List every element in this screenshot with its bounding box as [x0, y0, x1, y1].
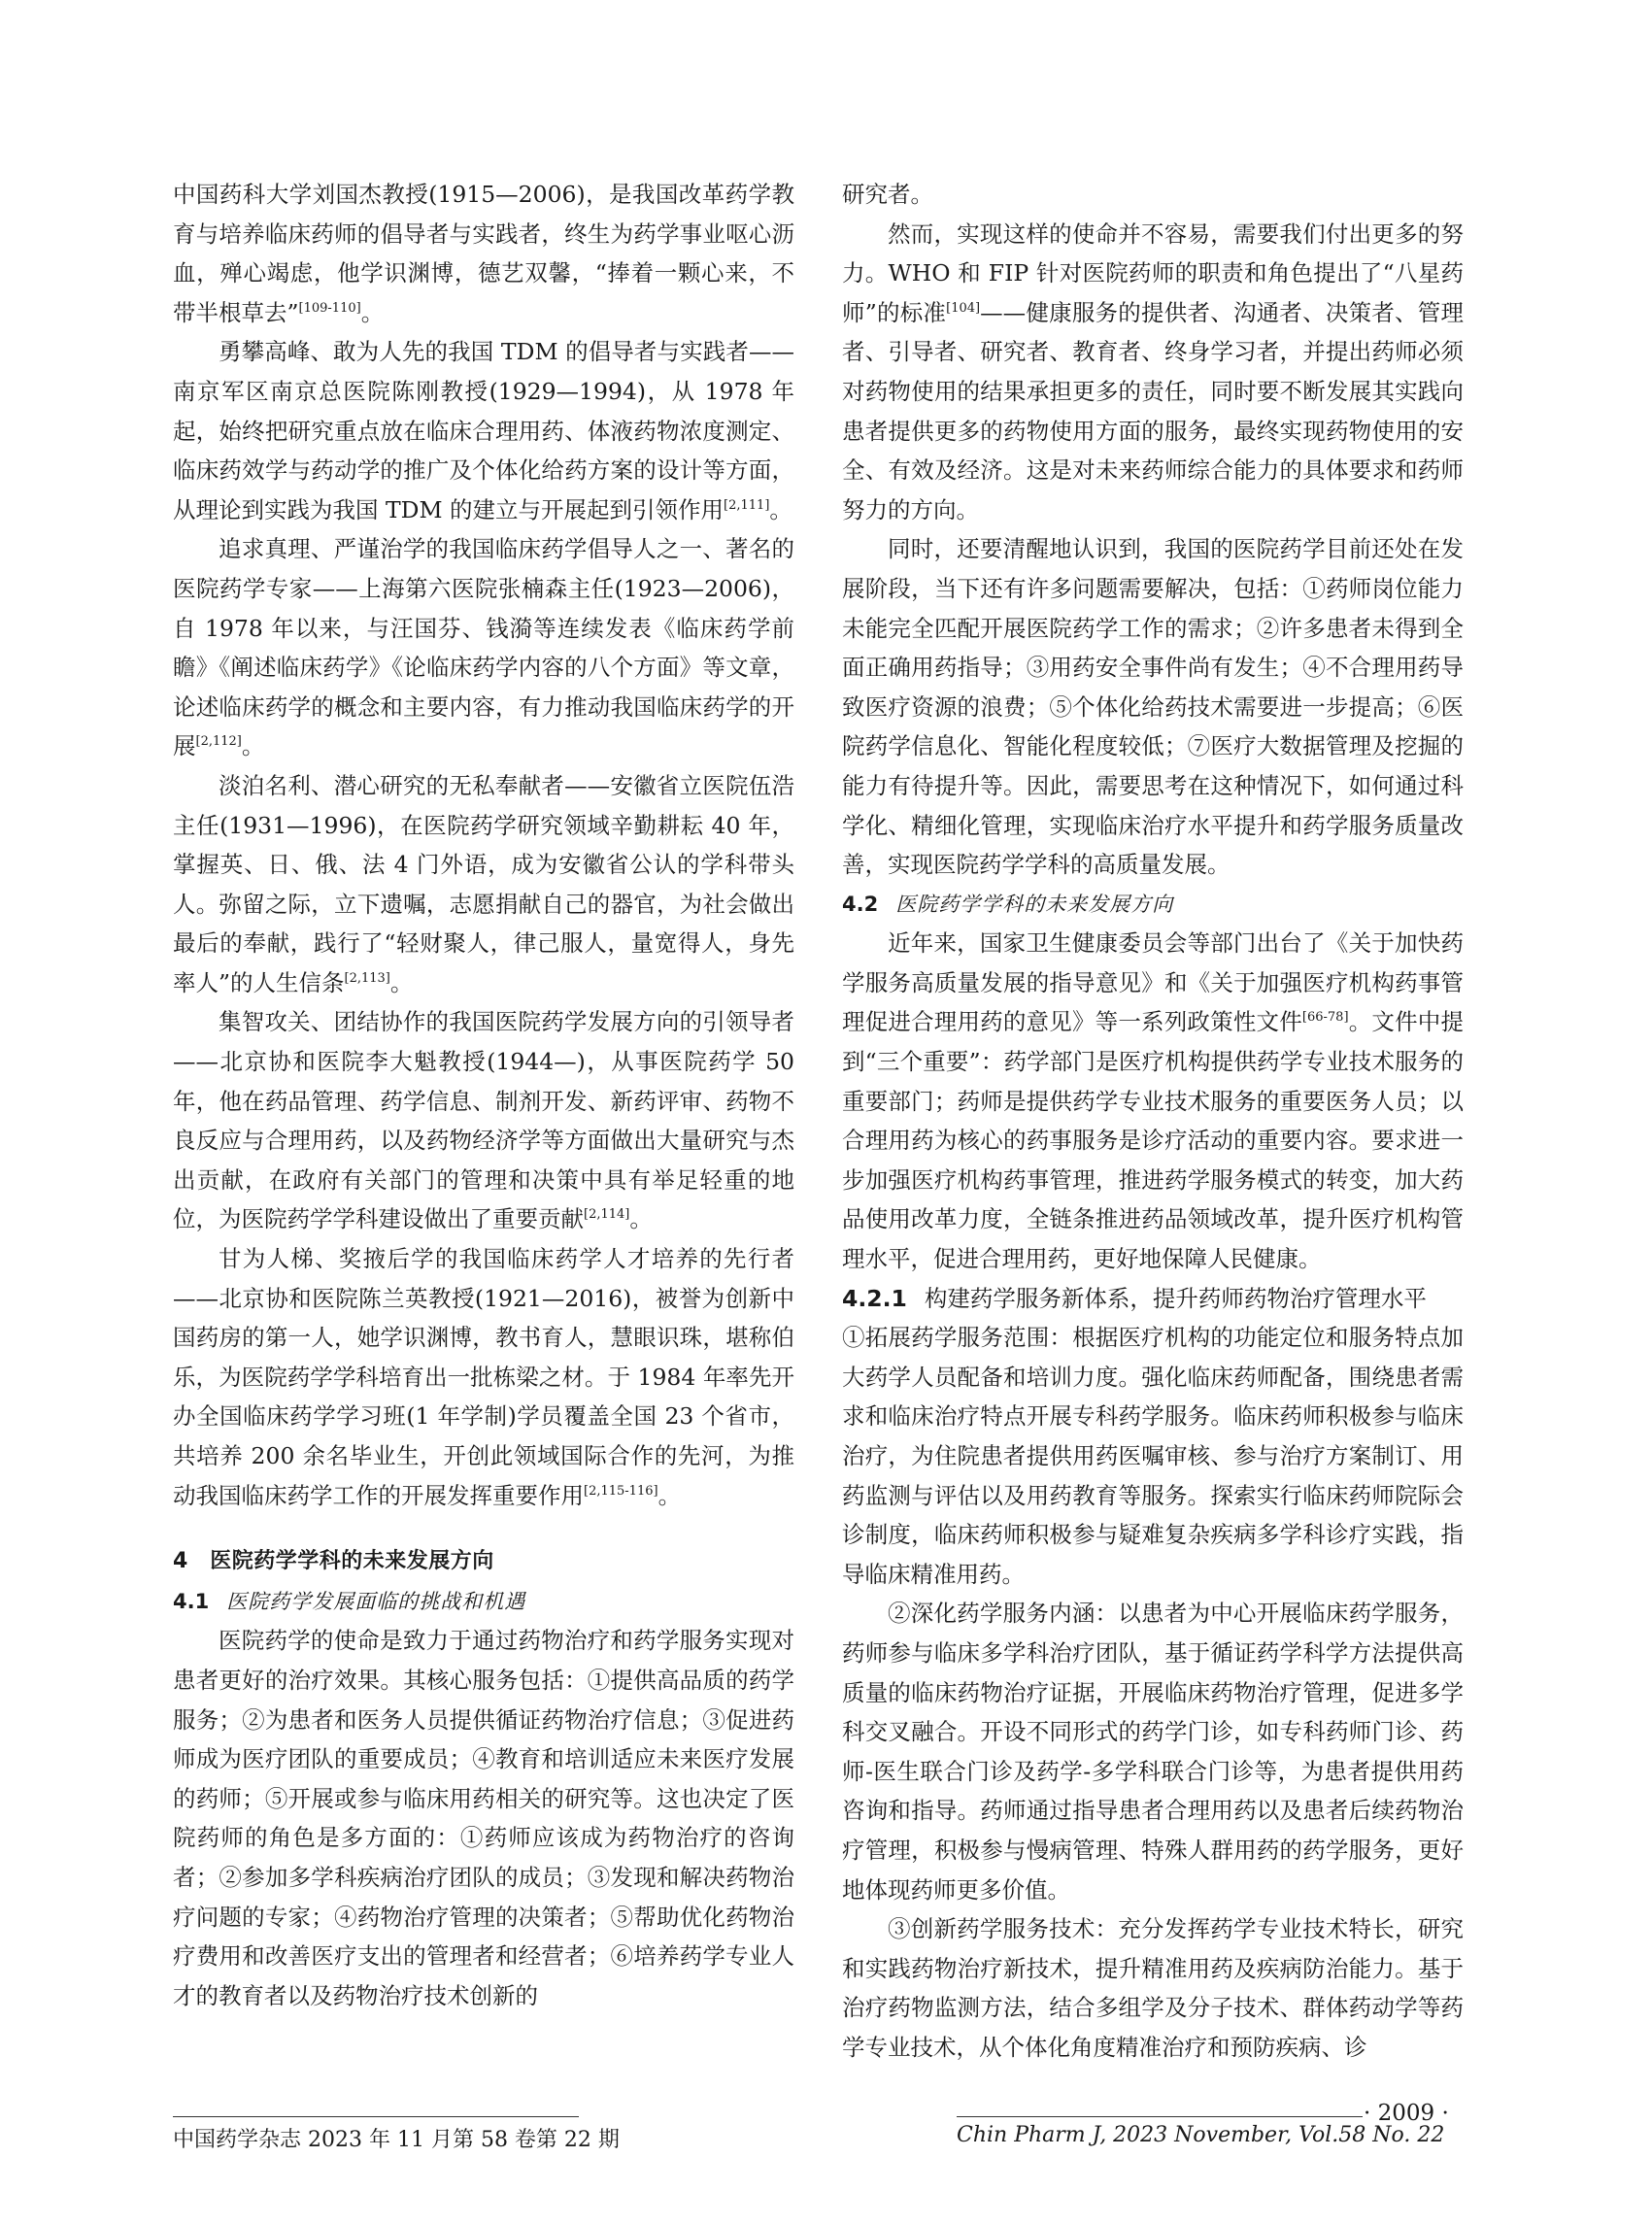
paragraph-text: ②深化药学服务内涵：以患者为中心开展临床药学服务，药师参与临床多学科治疗团队，基于循证药学科学方法提供高质量的临床药物治疗证据，开展临床药物治疗管理，促进多学科交叉融合。开设不同形式的药学门诊，如专科药师门诊、药师-医生联合门诊及药学-多学科联合门诊等，为患者提供用药咨询和指导。药师通过指导患者合理用药以及患者后续药物治疗管理，积极参与慢病管理、特殊人群用药的药学服务，更好地体现药师更多价值。 [842, 1600, 1464, 1904]
subsubsection-heading [842, 1279, 1464, 1319]
subsection-number: 4.2 [842, 892, 879, 916]
section-heading: 4 医院药学学科的未来发展方向 [173, 1549, 494, 1574]
paragraph [842, 1318, 1464, 1594]
paragraph-text: 医院药学的使命是致力于通过药物治疗和药学服务实现对患者更好的治疗效果。其核心服务包括：①提供高品质的药学服务；②为患者和医务人员提供循证药物治疗信息；③促进药师成为医疗团队的重要成员；④教育和培训适应未来医疗发展的药师；⑤开展或参与临床用药相关的研究等。这也决定了医院药师的角色是多方面的：①药师应该成为药物治疗的咨询者；②参加多学科疾病治疗团队的成员；③发现和解决药物治疗问题的专家；④药物治疗管理的决策者；⑤帮助优化药物治疗费用和改善医疗支出的管理者和经营者；⑥培养药学专业人才的教育者以及药物治疗技术创新的 [173, 1627, 794, 2009]
paragraph-text: 研究者。 [842, 181, 933, 208]
paragraph-text: 集智攻关、团结协作的我国医院药学发展方向的引领导者——北京协和医院李大魁教授(1944—)，从事医院药学 50 年，他在药品管理、药学信息、制剂开发、新药评审、药物不良反应与合理用药，以及药物经济学等方面做出大量研究与杰出贡献，在政府有关部门的管理和决策中具有举足轻重的地位，为医院药学学科建设做出了重要贡献 [173, 1008, 794, 1233]
paragraph-text: 然而，实现这样的使命并不容易，需要我们付出更多的努力。WHO 和 FIP 针对医院药师的职责和角色提出了“八星药师”的标准 [842, 219, 1464, 326]
citation: [2,115-116] [584, 1483, 658, 1499]
paragraph [842, 1909, 1464, 2067]
subsection-number: 4.1 [173, 1589, 210, 1613]
left-column [173, 175, 794, 2015]
paragraph-text: 甘为人梯、奖掖后学的我国临床药学人才培养的先行者——北京协和医院陈兰英教授(1921—2016)，被誉为创新中国药房的第一人，她学识渊博，教书育人，慧眼识珠，堪称伯乐，为医院药学学科培育出一批栋梁之材。于 1984 年率先开办全国临床药学学习班(1 年学制)学员覆盖全国 23 个省市，共培养 200 余名毕业生，开创此领域国际合作的先河，为推动我国临床药学工作的开展发挥重要作用 [173, 1245, 794, 1509]
paragraph [173, 332, 794, 529]
subsection-title: 医院药学学科的未来发展方向 [895, 892, 1174, 916]
page-number: · 2009 · [1364, 2101, 1449, 2126]
paragraph [173, 175, 794, 332]
right-column [842, 175, 1464, 2068]
subsection-heading [842, 885, 1464, 925]
paragraph-text: 淡泊名利、潜心研究的无私奉献者——安徽省立医院伍浩主任(1931—1996)，在医院药学研究领域辛勤耕耘 40 年，掌握英、日、俄、法 4 门外语，成为安徽省公认的学科带头人。弥留之际，立下遗嘱，志愿捐献自己的器官，为社会做出最后的奉献，践行了“轻财聚人，律己服人，量宽得人，身先率人”的人生信条 [173, 771, 794, 996]
paragraph-text: 。 [241, 732, 265, 760]
paragraph [173, 529, 794, 766]
subsection-title: 医院药学发展面临的挑战和机遇 [226, 1589, 526, 1613]
paragraph-text: ①拓展药学服务范围：根据医疗机构的功能定位和服务特点加大药学人员配备和培训力度。强化临床药师配备，围绕患者需求和临床治疗特点开展专科药学服务。临床药师积极参与临床治疗，为住院患者提供用药医嘱审核、参与治疗方案制订、用药监测与评估以及用药教育等服务。探索实行临床药师院际会诊制度，临床药师积极参与疑难复杂疾病多学科诊疗实践，指导临床精准用药。 [842, 1324, 1464, 1588]
subsection-heading [173, 1582, 794, 1622]
footer-rule-left [173, 2116, 579, 2117]
citation: [66-78] [1301, 1010, 1349, 1026]
paragraph [842, 215, 1464, 530]
paragraph-text: 。 [629, 1205, 653, 1233]
paragraph-text: 。 [389, 968, 414, 996]
paragraph-text: 追求真理、严谨治学的我国临床药学倡导人之一、著名的医院药学专家——上海第六医院张楠森主任(1923—2006)，自 1978 年以来，与汪国芬、钱漪等连续发表《临床药学前瞻》《阐述临床药学》《论临床药学内容的八个方面》等文章，论述临床药学的概念和主要内容，有力推动我国临床药学的开展 [173, 535, 794, 760]
subsubsection-number: 4.2.1 [842, 1284, 907, 1312]
paragraph [173, 1002, 794, 1239]
citation: [2,114] [584, 1207, 630, 1223]
footer-journal-en: Chin Pharm J, 2023 November, Vol.58 No. 22 [957, 2123, 1445, 2147]
paragraph-text: 勇攀高峰、敢为人先的我国 TDM 的倡导者与实践者——南京军区南京总医院陈刚教授(1929—1994)，从 1978 年起，始终把研究重点放在临床合理用药、体液药物浓度测定、临床药效学与药动学的推广及个体化给药方案的设计等方面，从理论到实践为我国 TDM 的建立与开展起到引领作用 [173, 338, 794, 523]
subsubsection-title: 构建药学服务新体系，提升药师药物治疗管理水平 [924, 1284, 1427, 1312]
paragraph-text: ——健康服务的提供者、沟通者、决策者、管理者、引导者、研究者、教育者、终身学习者，并提出药师必须对药物使用的结果承担更多的责任，同时要不断发展其实践向患者提供更多的药物使用方面的服务，最终实现药物使用的安全、有效及经济。这是对未来药师综合能力的具体要求和药师努力的方向。 [842, 298, 1465, 523]
paragraph-text: 。 [360, 298, 385, 326]
paragraph [842, 529, 1464, 884]
footer-rule-right [957, 2116, 1363, 2117]
paragraph-text: 。 [657, 1481, 682, 1509]
paragraph [173, 1621, 794, 2015]
paragraph-text: ③创新药学服务技术：充分发挥药学专业技术特长，研究和实践药物治疗新技术，提升精准用药及疾病防治能力。基于治疗药物监测方法，结合多组学及分子技术、群体药动学等药学专业技术，从个体化角度精准治疗和预防疾病、诊 [842, 1915, 1464, 2061]
citation: [104] [946, 300, 981, 316]
paragraph [173, 1239, 794, 1515]
paragraph [173, 766, 794, 1003]
footer-journal-cn: 中国药学杂志 2023 年 11 月第 58 卷第 22 期 [173, 2128, 620, 2152]
citation: [2,113] [344, 971, 390, 987]
paragraph [842, 175, 1464, 215]
paragraph-text: 同时，还要清醒地认识到，我国的医院药学目前还处在发展阶段，当下还有许多问题需要解决，包括：①药师岗位能力未能完全匹配开展医院药学工作的需求；②许多患者未得到全面正确用药指导；③用药安全事件尚有发生；④不合理用药导致医疗资源的浪费；⑤个体化给药技术需要进一步提高；⑥医院药学信息化、智能化程度较低；⑦医疗大数据管理及挖掘的能力有待提升等。因此，需要思考在这种情况下，如何通过科学化、精细化管理，实现临床治疗水平提升和药学服务质量改善，实现医院药学学科的高质量发展。 [842, 535, 1464, 879]
paragraph [842, 924, 1464, 1278]
citation: [2,111] [724, 497, 770, 513]
paragraph-text: 近年来，国家卫生健康委员会等部门出台了《关于加快药学服务高质量发展的指导意见》和《关于加强医疗机构药事管理促进合理用药的意见》等一系列政策性文件 [842, 929, 1464, 1036]
citation: [109-110] [298, 300, 361, 316]
citation: [2,112] [195, 734, 242, 750]
paragraph [842, 1594, 1464, 1909]
paragraph-text: 。 [769, 495, 792, 523]
paragraph-text: 中国药科大学刘国杰教授(1915—2006)，是我国改革药学教育与培养临床药师的倡导者与实践者，终生为药学事业呕心沥血，殚心竭虑，他学识渊博，德艺双馨，“捧着一颗心来，不带半根草去” [173, 181, 794, 326]
paragraph-text: 。文件中提到“三个重要”：药学部门是医疗机构提供药学专业技术服务的重要部门；药师是提供药学专业技术服务的重要医务人员；以合理用药为核心的药事服务是诊疗活动的重要内容。要求进一步加强医疗机构药事管理，推进药学服务模式的转变，加大药品使用改革力度，全链条推进药品领域改革，提升医疗机构管理水平，促进合理用药，更好地保障人民健康。 [842, 1008, 1465, 1273]
